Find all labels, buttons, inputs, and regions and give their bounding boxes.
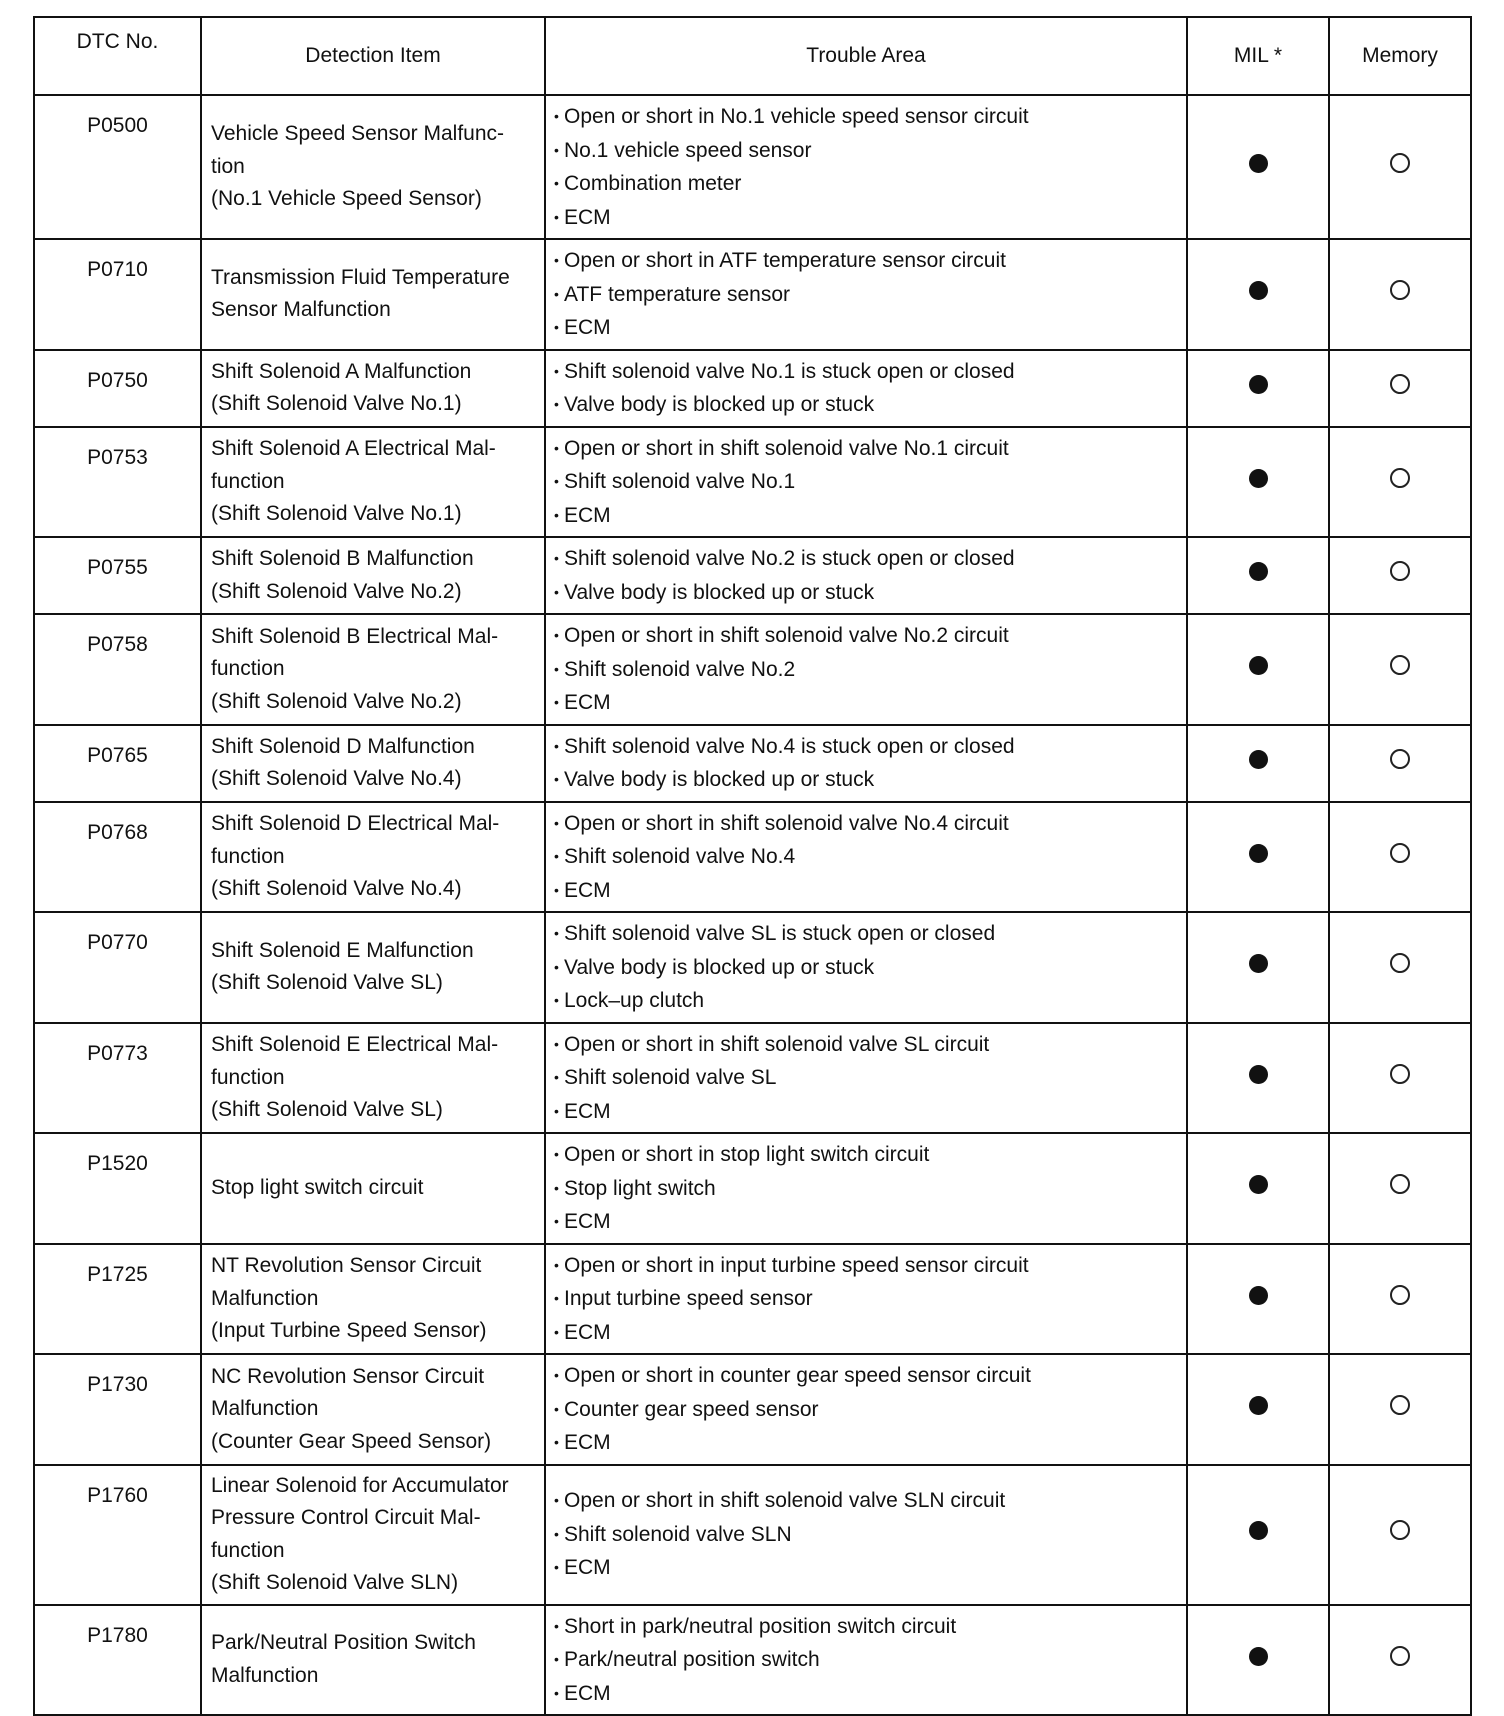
table-row <box>34 427 1471 538</box>
dtc-code: P1780 <box>34 1605 201 1716</box>
detection-item: NC Revolution Sensor Circuit Malfunction (Counter Gear Speed Sensor) <box>201 1354 545 1465</box>
mil-indicator-icon <box>1249 656 1268 675</box>
mil-indicator-icon <box>1249 375 1268 394</box>
bullet-icon: • <box>554 1684 559 1701</box>
trouble-area-text: ECM <box>564 1681 611 1705</box>
trouble-area-item <box>554 1518 1180 1552</box>
trouble-area-text: Shift solenoid valve No.4 <box>564 845 796 868</box>
trouble-area-text: Stop light switch <box>564 1176 716 1200</box>
trouble-area-text: ECM <box>564 1320 611 1344</box>
header-mil: MIL * <box>1187 17 1329 95</box>
trouble-area-text: Valve body is blocked up or stuck <box>564 393 875 416</box>
bullet-icon: • <box>554 396 559 412</box>
trouble-area-text: Open or short in shift solenoid valve SL circuit <box>564 1032 990 1056</box>
mil-cell <box>1187 95 1329 239</box>
bullet-icon: • <box>554 1179 559 1196</box>
dtc-code: P1725 <box>34 1244 201 1355</box>
mil-cell <box>1187 1023 1329 1134</box>
dtc-code: P0750 <box>34 350 201 427</box>
trouble-area-item <box>554 1061 1180 1095</box>
trouble-area-text: Park/neutral position switch <box>564 1648 820 1671</box>
trouble-area-text: ECM <box>564 316 611 339</box>
trouble-area-text: Open or short in stop light switch circuit <box>564 1143 930 1166</box>
bullet-icon: • <box>554 848 559 864</box>
table-row <box>34 1354 1471 1465</box>
memory-cell <box>1329 1244 1471 1355</box>
bullet-icon: • <box>554 583 559 600</box>
trouble-area-text: ATF temperature sensor <box>564 282 791 306</box>
bullet-icon: • <box>554 252 559 268</box>
trouble-area-item <box>554 244 1180 278</box>
mil-indicator-icon <box>1249 281 1268 300</box>
detection-item: Shift Solenoid A Electrical Mal- function (Shift Solenoid Valve No.1) <box>201 427 545 538</box>
trouble-area-text: Open or short in No.1 vehicle speed sensor circuit <box>564 105 1029 128</box>
trouble-area-text: Open or short in input turbine speed sensor circuit <box>564 1253 1029 1277</box>
trouble-area-text: ECM <box>564 691 611 714</box>
mil-indicator-icon <box>1249 750 1268 769</box>
mil-cell <box>1187 912 1329 1023</box>
memory-cell <box>1329 350 1471 427</box>
trouble-area-text: Open or short in shift solenoid valve No.4 circuit <box>564 811 1009 835</box>
detection-item: Linear Solenoid for Accumulator Pressure Control Circuit Mal- function (Shift Solenoid Valve SLN) <box>201 1465 545 1605</box>
bullet-icon: • <box>554 439 559 456</box>
trouble-area-text: ECM <box>564 503 611 527</box>
bullet-icon: • <box>554 319 559 335</box>
dtc-code: P0768 <box>34 802 201 913</box>
trouble-area-item <box>554 807 1180 841</box>
memory-indicator-icon <box>1390 749 1410 769</box>
memory-indicator-icon <box>1390 1174 1410 1194</box>
trouble-area-item <box>554 1172 1180 1206</box>
memory-indicator-icon <box>1390 843 1410 863</box>
detection-item: NT Revolution Sensor Circuit Malfunction (Input Turbine Speed Sensor) <box>201 1244 545 1355</box>
trouble-area-item <box>554 1359 1180 1393</box>
trouble-area-text: Open or short in ATF temperature sensor circuit <box>564 249 1006 272</box>
trouble-area-text: Shift solenoid valve No.2 <box>564 657 796 681</box>
header-dtc-no: DTC No. <box>34 17 201 95</box>
trouble-area-item <box>554 311 1180 345</box>
trouble-area-text: Shift solenoid valve No.1 is stuck open or closed <box>564 359 1015 383</box>
trouble-area-item <box>554 951 1180 985</box>
trouble-area-text: Valve body is blocked up or stuck <box>564 580 875 604</box>
trouble-area-text: Open or short in shift solenoid valve SLN circuit <box>564 1489 1006 1513</box>
bullet-icon: • <box>554 881 559 898</box>
trouble-area-text: Lock–up clutch <box>564 989 705 1012</box>
trouble-area-text: ECM <box>564 878 611 902</box>
trouble-area-item <box>554 917 1180 951</box>
trouble-area-item <box>554 686 1180 720</box>
detection-item: Shift Solenoid D Malfunction (Shift Solenoid Valve No.4) <box>201 725 545 802</box>
memory-indicator-icon <box>1390 1646 1410 1666</box>
bullet-icon: • <box>554 550 559 566</box>
bullet-icon: • <box>554 1559 559 1576</box>
table-row <box>34 1605 1471 1716</box>
trouble-area-item <box>554 542 1180 576</box>
trouble-area-item <box>554 355 1180 389</box>
bullet-icon: • <box>554 1213 559 1229</box>
table-row <box>34 537 1471 614</box>
detection-item: Shift Solenoid B Malfunction (Shift Solenoid Valve No.2) <box>201 537 545 614</box>
dtc-table <box>33 16 1472 1716</box>
trouble-area-text: Open or short in counter gear speed sensor circuit <box>564 1364 1031 1387</box>
trouble-area-text: Shift solenoid valve No.4 is stuck open or closed <box>564 734 1015 758</box>
trouble-area-item <box>554 576 1180 610</box>
table-row <box>34 1465 1471 1605</box>
trouble-area-text: Shift solenoid valve SL <box>564 1066 777 1089</box>
dtc-code: P0770 <box>34 912 201 1023</box>
mil-indicator-icon <box>1249 1647 1268 1666</box>
dtc-code: P1730 <box>34 1354 201 1465</box>
memory-cell <box>1329 912 1471 1023</box>
trouble-area <box>545 1605 1187 1716</box>
trouble-area-item <box>554 134 1180 168</box>
detection-item: Transmission Fluid Temperature Sensor Malfunction <box>201 239 545 350</box>
bullet-icon: • <box>554 814 559 831</box>
header-trouble-area: Trouble Area <box>545 17 1187 95</box>
memory-cell <box>1329 239 1471 350</box>
mil-cell <box>1187 1133 1329 1244</box>
bullet-icon: • <box>554 1035 559 1052</box>
trouble-area <box>545 1354 1187 1465</box>
bullet-icon: • <box>554 141 559 158</box>
trouble-area-item <box>554 1610 1180 1644</box>
memory-cell <box>1329 427 1471 538</box>
trouble-area-item <box>554 278 1180 312</box>
dtc-code: P0758 <box>34 614 201 725</box>
memory-indicator-icon <box>1390 374 1410 394</box>
trouble-area <box>545 1244 1187 1355</box>
table-row <box>34 350 1471 427</box>
bullet-icon: • <box>554 925 559 941</box>
trouble-area-item <box>554 619 1180 653</box>
mil-indicator-icon <box>1249 154 1268 173</box>
detection-item: Shift Solenoid B Electrical Mal- function (Shift Solenoid Valve No.2) <box>201 614 545 725</box>
trouble-area-text: Valve body is blocked up or stuck <box>564 955 875 979</box>
trouble-area-item <box>554 730 1180 764</box>
mil-cell <box>1187 350 1329 427</box>
memory-indicator-icon <box>1390 1395 1410 1415</box>
trouble-area-item <box>554 388 1180 422</box>
memory-indicator-icon <box>1390 1520 1410 1540</box>
memory-indicator-icon <box>1390 561 1410 581</box>
header-memory: Memory <box>1329 17 1471 95</box>
bullet-icon: • <box>554 285 559 302</box>
trouble-area-item <box>554 465 1180 499</box>
trouble-area <box>545 725 1187 802</box>
trouble-area-item <box>554 1551 1180 1585</box>
mil-indicator-icon <box>1249 1286 1268 1305</box>
bullet-icon: • <box>554 1617 559 1634</box>
trouble-area-text: Valve body is blocked up or stuck <box>564 768 875 791</box>
trouble-area-text: Shift solenoid valve SL is stuck open or closed <box>564 922 996 945</box>
table-row <box>34 614 1471 725</box>
detection-item: Vehicle Speed Sensor Malfunc- tion (No.1 Vehicle Speed Sensor) <box>201 95 545 239</box>
mil-indicator-icon <box>1249 1521 1268 1540</box>
mil-cell <box>1187 1244 1329 1355</box>
detection-item: Stop light switch circuit <box>201 1133 545 1244</box>
detection-item: Shift Solenoid E Malfunction (Shift Solenoid Valve SL) <box>201 912 545 1023</box>
memory-cell <box>1329 614 1471 725</box>
dtc-code: P0753 <box>34 427 201 538</box>
mil-cell <box>1187 725 1329 802</box>
memory-indicator-icon <box>1390 153 1410 173</box>
trouble-area-item <box>554 1138 1180 1172</box>
memory-cell <box>1329 1354 1471 1465</box>
trouble-area-item <box>554 1393 1180 1427</box>
trouble-area-item <box>554 499 1180 533</box>
dtc-code: P0755 <box>34 537 201 614</box>
bullet-icon: • <box>554 1323 559 1340</box>
trouble-area-text: ECM <box>564 1210 611 1233</box>
trouble-area-text: No.1 vehicle speed sensor <box>564 138 812 162</box>
bullet-icon: • <box>554 737 559 754</box>
mil-indicator-icon <box>1249 1175 1268 1194</box>
trouble-area <box>545 912 1187 1023</box>
table-row <box>34 1023 1471 1134</box>
trouble-area-text: ECM <box>564 1556 611 1580</box>
trouble-area-item <box>554 1249 1180 1283</box>
trouble-area-item <box>554 1426 1180 1460</box>
mil-cell <box>1187 1605 1329 1716</box>
memory-cell <box>1329 537 1471 614</box>
dtc-code: P1760 <box>34 1465 201 1605</box>
memory-cell <box>1329 95 1471 239</box>
detection-item: Shift Solenoid A Malfunction (Shift Solenoid Valve No.1) <box>201 350 545 427</box>
trouble-area-item <box>554 1028 1180 1062</box>
trouble-area-text: ECM <box>564 1431 611 1454</box>
mil-cell <box>1187 537 1329 614</box>
dtc-code: P0773 <box>34 1023 201 1134</box>
memory-indicator-icon <box>1390 1064 1410 1084</box>
bullet-icon: • <box>554 694 559 710</box>
bullet-icon: • <box>554 1400 559 1417</box>
trouble-area-text: Counter gear speed sensor <box>564 1397 819 1421</box>
header-row <box>34 17 1471 95</box>
mil-cell <box>1187 802 1329 913</box>
memory-indicator-icon <box>1390 655 1410 675</box>
trouble-area-text: Shift solenoid valve No.2 is stuck open or closed <box>564 547 1015 570</box>
bullet-icon: • <box>554 208 559 225</box>
trouble-area <box>545 802 1187 913</box>
trouble-area <box>545 1023 1187 1134</box>
trouble-area-item <box>554 167 1180 201</box>
trouble-area-item <box>554 100 1180 134</box>
trouble-area-item <box>554 1205 1180 1239</box>
trouble-area-item <box>554 840 1180 874</box>
dtc-code: P0710 <box>34 239 201 350</box>
trouble-area-text: ECM <box>564 1099 611 1123</box>
trouble-area-item <box>554 1643 1180 1677</box>
bullet-icon: • <box>554 362 559 379</box>
bullet-icon: • <box>554 1069 559 1085</box>
bullet-icon: • <box>554 473 559 489</box>
bullet-icon: • <box>554 660 559 677</box>
table-row <box>34 802 1471 913</box>
table-row <box>34 239 1471 350</box>
trouble-area <box>545 537 1187 614</box>
trouble-area-item <box>554 874 1180 908</box>
bullet-icon: • <box>554 1290 559 1306</box>
table-row <box>34 912 1471 1023</box>
trouble-area-item <box>554 1677 1180 1711</box>
bullet-icon: • <box>554 506 559 523</box>
bullet-icon: • <box>554 627 559 643</box>
bullet-icon: • <box>554 958 559 975</box>
table-row <box>34 1244 1471 1355</box>
trouble-area <box>545 614 1187 725</box>
mil-indicator-icon <box>1249 562 1268 581</box>
trouble-area-item <box>554 1484 1180 1518</box>
trouble-area-text: Input turbine speed sensor <box>564 1287 813 1310</box>
table-row <box>34 1133 1471 1244</box>
table-row <box>34 725 1471 802</box>
memory-indicator-icon <box>1390 1285 1410 1305</box>
trouble-area-item <box>554 653 1180 687</box>
memory-cell <box>1329 802 1471 913</box>
trouble-area-text: Short in park/neutral position switch circuit <box>564 1614 957 1638</box>
memory-cell <box>1329 1465 1471 1605</box>
trouble-area-item <box>554 432 1180 466</box>
trouble-area <box>545 239 1187 350</box>
mil-indicator-icon <box>1249 954 1268 973</box>
memory-indicator-icon <box>1390 953 1410 973</box>
bullet-icon: • <box>554 1146 559 1162</box>
header-detection-item: Detection Item <box>201 17 545 95</box>
mil-indicator-icon <box>1249 1396 1268 1415</box>
mil-cell <box>1187 427 1329 538</box>
table-row <box>34 95 1471 239</box>
bullet-icon: • <box>554 992 559 1008</box>
trouble-area-text: ECM <box>564 205 611 229</box>
memory-cell <box>1329 1133 1471 1244</box>
mil-indicator-icon <box>1249 469 1268 488</box>
trouble-area-text: Shift solenoid valve SLN <box>564 1522 792 1546</box>
trouble-area <box>545 350 1187 427</box>
memory-cell <box>1329 1023 1471 1134</box>
mil-cell <box>1187 614 1329 725</box>
trouble-area-item <box>554 763 1180 797</box>
dtc-code: P0500 <box>34 95 201 239</box>
trouble-area-text: Combination meter <box>564 172 742 195</box>
bullet-icon: • <box>554 1102 559 1119</box>
memory-indicator-icon <box>1390 280 1410 300</box>
dtc-code: P0765 <box>34 725 201 802</box>
detection-item: Park/Neutral Position Switch Malfunction <box>201 1605 545 1716</box>
mil-cell <box>1187 1354 1329 1465</box>
trouble-area-item <box>554 1095 1180 1129</box>
detection-item: Shift Solenoid D Electrical Mal- function (Shift Solenoid Valve No.4) <box>201 802 545 913</box>
mil-indicator-icon <box>1249 844 1268 863</box>
mil-cell <box>1187 1465 1329 1605</box>
bullet-icon: • <box>554 175 559 191</box>
table-body <box>34 95 1471 1715</box>
mil-indicator-icon <box>1249 1065 1268 1084</box>
trouble-area-text: Shift solenoid valve No.1 <box>564 470 796 493</box>
mil-cell <box>1187 239 1329 350</box>
trouble-area-text: Open or short in shift solenoid valve No.1 circuit <box>564 436 1009 460</box>
trouble-area-text: Open or short in shift solenoid valve No.2 circuit <box>564 624 1009 647</box>
dtc-code: P1520 <box>34 1133 201 1244</box>
trouble-area <box>545 427 1187 538</box>
trouble-area <box>545 1133 1187 1244</box>
bullet-icon: • <box>554 108 559 124</box>
bullet-icon: • <box>554 1492 559 1509</box>
bullet-icon: • <box>554 1367 559 1383</box>
memory-cell <box>1329 1605 1471 1716</box>
trouble-area <box>545 95 1187 239</box>
bullet-icon: • <box>554 1651 559 1667</box>
trouble-area <box>545 1465 1187 1605</box>
trouble-area-item <box>554 984 1180 1018</box>
bullet-icon: • <box>554 1256 559 1273</box>
bullet-icon: • <box>554 1525 559 1542</box>
trouble-area-item <box>554 1282 1180 1316</box>
memory-indicator-icon <box>1390 468 1410 488</box>
trouble-area-item <box>554 1316 1180 1350</box>
detection-item: Shift Solenoid E Electrical Mal- function (Shift Solenoid Valve SL) <box>201 1023 545 1134</box>
bullet-icon: • <box>554 771 559 787</box>
memory-cell <box>1329 725 1471 802</box>
trouble-area-item <box>554 201 1180 235</box>
bullet-icon: • <box>554 1434 559 1450</box>
